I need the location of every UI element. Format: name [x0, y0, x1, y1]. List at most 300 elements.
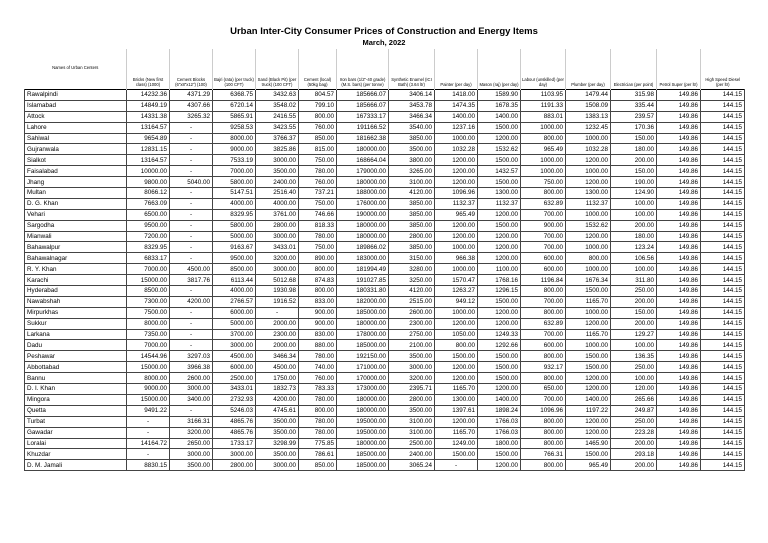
city-name-cell: Khuzdar: [25, 449, 127, 460]
price-cell: 1000.00: [521, 155, 566, 166]
price-cell: 800.00: [521, 188, 566, 199]
price-cell: 800.00: [299, 286, 337, 297]
price-cell: 9000.00: [127, 384, 170, 395]
price-cell: 149.86: [657, 286, 701, 297]
price-cell: 8500.00: [127, 286, 170, 297]
price-cell: 3466.34: [389, 111, 435, 122]
price-cell: 149.86: [657, 242, 701, 253]
table-row: [25, 242, 745, 253]
price-cell: 3850.00: [389, 220, 435, 231]
price-cell: 3850.00: [389, 209, 435, 220]
price-cell: 144.15: [701, 209, 745, 220]
price-cell: 2000.00: [256, 318, 299, 329]
city-name-cell: Karachi: [25, 275, 127, 286]
price-cell: 129.27: [611, 329, 657, 340]
price-cell: -: [127, 449, 170, 460]
price-cell: 632.89: [521, 318, 566, 329]
price-cell: 815.00: [299, 144, 337, 155]
table-row: [25, 253, 745, 264]
price-cell: 144.15: [701, 100, 745, 111]
city-name-cell: Bahawalnagar: [25, 253, 127, 264]
price-cell: 1898.24: [478, 405, 521, 416]
price-cell: 8066.12: [127, 188, 170, 199]
price-cell: 3500.00: [389, 144, 435, 155]
price-cell: 3433.01: [213, 384, 256, 395]
table-row: [25, 340, 745, 351]
table-row: [25, 188, 745, 199]
price-cell: 1500.00: [435, 351, 478, 362]
price-cell: 2500.00: [213, 373, 256, 384]
price-cell: 1508.09: [566, 100, 611, 111]
price-cell: 3850.00: [389, 133, 435, 144]
price-cell: 1500.00: [478, 373, 521, 384]
price-cell: 14544.96: [127, 351, 170, 362]
price-cell: 1032.28: [435, 144, 478, 155]
city-name-cell: Sukkur: [25, 318, 127, 329]
price-cell: 1500.00: [478, 155, 521, 166]
price-cell: 170000.00: [337, 373, 389, 384]
price-cell: 6000.00: [213, 307, 256, 318]
price-cell: 3500.00: [256, 416, 299, 427]
price-cell: 149.86: [657, 144, 701, 155]
price-cell: -: [170, 231, 213, 242]
price-cell: 4500.00: [213, 351, 256, 362]
price-cell: 1397.61: [435, 405, 478, 416]
price-cell: 180000.00: [337, 144, 389, 155]
price-cell: 600.00: [521, 253, 566, 264]
table-row: [25, 394, 745, 405]
city-name-cell: Sargodha: [25, 220, 127, 231]
city-name-cell: Mianwali: [25, 231, 127, 242]
price-cell: 1132.37: [566, 198, 611, 209]
price-cell: 1200.00: [566, 318, 611, 329]
price-cell: 9258.53: [213, 122, 256, 133]
price-cell: 15000.00: [127, 275, 170, 286]
price-cell: 3433.01: [256, 242, 299, 253]
price-cell: 150.00: [611, 166, 657, 177]
price-cell: 3500.00: [256, 166, 299, 177]
price-cell: 192150.00: [337, 351, 389, 362]
price-cell: 3500.00: [170, 460, 213, 471]
price-cell: 1200.00: [435, 373, 478, 384]
price-cell: 4120.00: [389, 286, 435, 297]
price-cell: 6720.14: [213, 100, 256, 111]
price-cell: -: [170, 340, 213, 351]
price-cell: 4307.66: [170, 100, 213, 111]
price-cell: 223.28: [611, 427, 657, 438]
price-cell: 250.00: [611, 286, 657, 297]
price-cell: 9491.22: [127, 405, 170, 416]
price-cell: 182000.00: [337, 296, 389, 307]
price-cell: 144.15: [701, 296, 745, 307]
price-cell: 100.00: [611, 264, 657, 275]
price-cell: 7000.00: [127, 340, 170, 351]
price-cell: 185000.00: [337, 460, 389, 471]
table-row: [25, 416, 745, 427]
price-cell: 3500.00: [256, 427, 299, 438]
price-cell: 1589.90: [478, 90, 521, 101]
price-cell: 750.00: [521, 177, 566, 188]
price-cell: 1733.17: [213, 438, 256, 449]
price-cell: 149.86: [657, 133, 701, 144]
price-cell: 6113.44: [213, 275, 256, 286]
price-cell: 149.86: [657, 155, 701, 166]
table-row: [25, 329, 745, 340]
price-cell: 800.00: [521, 460, 566, 471]
price-cell: 1000.00: [566, 133, 611, 144]
price-cell: -: [170, 133, 213, 144]
price-cell: 2800.00: [389, 394, 435, 405]
price-cell: 13164.57: [127, 122, 170, 133]
table-row: [25, 438, 745, 449]
price-cell: 1400.00: [478, 394, 521, 405]
price-cell: 144.15: [701, 188, 745, 199]
city-name-cell: Bannu: [25, 373, 127, 384]
price-cell: 200.00: [611, 438, 657, 449]
column-header: Plumber (per day): [566, 49, 611, 90]
price-cell: 1103.95: [521, 90, 566, 101]
price-cell: 3850.00: [389, 198, 435, 209]
price-cell: 123.24: [611, 242, 657, 253]
price-cell: 149.86: [657, 416, 701, 427]
price-cell: 149.86: [657, 122, 701, 133]
price-cell: 1000.00: [566, 242, 611, 253]
price-cell: 1000.00: [566, 307, 611, 318]
price-cell: 3000.00: [256, 460, 299, 471]
price-cell: 149.86: [657, 318, 701, 329]
price-cell: 1500.00: [478, 177, 521, 188]
price-cell: 3500.00: [256, 449, 299, 460]
price-cell: 1418.00: [435, 90, 478, 101]
price-cell: 1249.00: [435, 438, 478, 449]
price-cell: 149.86: [657, 427, 701, 438]
price-cell: 2650.00: [170, 438, 213, 449]
price-cell: 600.00: [521, 340, 566, 351]
price-cell: 144.15: [701, 329, 745, 340]
price-cell: 800.00: [299, 405, 337, 416]
price-cell: 179000.00: [337, 166, 389, 177]
price-cell: 180.00: [611, 231, 657, 242]
price-cell: 2500.00: [389, 438, 435, 449]
price-cell: 14232.36: [127, 90, 170, 101]
price-cell: -: [170, 155, 213, 166]
price-cell: 3766.37: [256, 133, 299, 144]
price-cell: 1432.57: [478, 166, 521, 177]
price-cell: 1196.84: [521, 275, 566, 286]
price-cell: 3500.00: [389, 405, 435, 416]
price-cell: 2800.00: [389, 231, 435, 242]
price-cell: 9800.00: [127, 177, 170, 188]
price-cell: 315.98: [611, 90, 657, 101]
price-cell: 144.15: [701, 384, 745, 395]
table-row: [25, 231, 745, 242]
table-row: [25, 100, 745, 111]
price-cell: 185000.00: [337, 307, 389, 318]
price-cell: 1200.00: [566, 384, 611, 395]
price-cell: 149.86: [657, 405, 701, 416]
table-row: [25, 286, 745, 297]
price-cell: -: [170, 307, 213, 318]
price-cell: 181662.38: [337, 133, 389, 144]
price-cell: 7300.00: [127, 296, 170, 307]
price-cell: 700.00: [521, 329, 566, 340]
price-cell: 1200.00: [435, 220, 478, 231]
price-cell: 850.00: [299, 460, 337, 471]
table-row: [25, 133, 745, 144]
table-row: [25, 351, 745, 362]
price-cell: 1200.00: [566, 373, 611, 384]
price-cell: 1200.00: [435, 231, 478, 242]
table-row: [25, 362, 745, 373]
price-cell: 700.00: [521, 242, 566, 253]
price-cell: 1200.00: [478, 460, 521, 471]
price-cell: 1096.96: [435, 188, 478, 199]
price-cell: 4000.00: [213, 198, 256, 209]
price-cell: 600.00: [521, 264, 566, 275]
table-row: [25, 144, 745, 155]
price-cell: 783.33: [299, 384, 337, 395]
price-cell: 250.00: [611, 416, 657, 427]
price-cell: 3817.76: [170, 275, 213, 286]
price-cell: 966.38: [435, 253, 478, 264]
column-header: High Speed Diesel (per ltr): [701, 49, 745, 90]
price-cell: 800.00: [521, 416, 566, 427]
table-row: [25, 318, 745, 329]
price-cell: 900.00: [299, 318, 337, 329]
price-cell: 1263.27: [435, 286, 478, 297]
price-cell: -: [170, 220, 213, 231]
price-cell: 965.49: [566, 460, 611, 471]
price-cell: 1165.70: [435, 427, 478, 438]
price-cell: 965.49: [521, 144, 566, 155]
price-table: [24, 49, 745, 471]
price-cell: 176000.00: [337, 198, 389, 209]
price-cell: 149.86: [657, 220, 701, 231]
table-row: [25, 220, 745, 231]
price-cell: 766.31: [521, 449, 566, 460]
price-cell: 1200.00: [566, 155, 611, 166]
price-cell: 1200.00: [435, 155, 478, 166]
price-cell: 1200.00: [566, 177, 611, 188]
price-cell: 1200.00: [478, 307, 521, 318]
table-header: [25, 49, 745, 90]
price-cell: 1400.00: [478, 111, 521, 122]
price-cell: 249.87: [611, 405, 657, 416]
price-cell: 700.00: [521, 394, 566, 405]
price-cell: 149.86: [657, 340, 701, 351]
city-name-cell: Loralai: [25, 438, 127, 449]
price-cell: 1532.62: [478, 144, 521, 155]
price-cell: 1300.00: [435, 394, 478, 405]
price-cell: 3297.03: [170, 351, 213, 362]
price-cell: -: [170, 242, 213, 253]
price-cell: -: [170, 329, 213, 340]
price-cell: 1500.00: [478, 122, 521, 133]
city-name-cell: Nawabshah: [25, 296, 127, 307]
column-header: Mason (raj) (per day): [478, 49, 521, 90]
price-cell: 2600.00: [389, 307, 435, 318]
price-cell: 3453.78: [389, 100, 435, 111]
price-cell: 167333.17: [337, 111, 389, 122]
price-cell: 13164.57: [127, 155, 170, 166]
price-cell: 12831.15: [127, 144, 170, 155]
price-cell: 800.00: [521, 427, 566, 438]
city-name-cell: Larkana: [25, 329, 127, 340]
price-cell: 1930.98: [256, 286, 299, 297]
price-cell: 2766.57: [213, 296, 256, 307]
price-cell: 144.15: [701, 177, 745, 188]
price-cell: 3825.86: [256, 144, 299, 155]
price-cell: 932.17: [521, 362, 566, 373]
price-cell: 144.15: [701, 264, 745, 275]
price-cell: 185666.07: [337, 90, 389, 101]
price-cell: 189866.02: [337, 242, 389, 253]
price-cell: 650.00: [521, 384, 566, 395]
price-cell: 3265.32: [170, 111, 213, 122]
price-cell: 1479.44: [566, 90, 611, 101]
price-cell: 149.86: [657, 100, 701, 111]
price-cell: 149.86: [657, 275, 701, 286]
price-cell: 144.15: [701, 144, 745, 155]
price-cell: 180000.00: [337, 438, 389, 449]
price-cell: 200.00: [611, 220, 657, 231]
price-cell: 14331.38: [127, 111, 170, 122]
price-cell: 1296.15: [478, 286, 521, 297]
price-cell: 120.00: [611, 384, 657, 395]
price-cell: 3432.63: [256, 90, 299, 101]
price-cell: 1500.00: [478, 362, 521, 373]
price-cell: 3150.00: [389, 253, 435, 264]
price-cell: 3700.00: [213, 329, 256, 340]
price-cell: -: [170, 209, 213, 220]
price-cell: -: [170, 405, 213, 416]
price-cell: 149.86: [657, 394, 701, 405]
price-cell: 1237.16: [435, 122, 478, 133]
price-cell: 1532.62: [566, 220, 611, 231]
price-cell: 1165.70: [435, 384, 478, 395]
city-name-cell: Lahore: [25, 122, 127, 133]
price-cell: 200.00: [611, 155, 657, 166]
price-cell: 4745.61: [256, 405, 299, 416]
price-cell: 200.00: [611, 296, 657, 307]
price-cell: 890.00: [299, 253, 337, 264]
price-cell: 780.00: [299, 166, 337, 177]
price-cell: 178000.00: [337, 329, 389, 340]
price-cell: 6368.75: [213, 90, 256, 101]
price-cell: 195000.00: [337, 416, 389, 427]
price-cell: 149.86: [657, 362, 701, 373]
price-cell: 188000.00: [337, 188, 389, 199]
price-cell: 5147.51: [213, 188, 256, 199]
city-name-cell: Multan: [25, 188, 127, 199]
price-cell: 1500.00: [478, 296, 521, 307]
price-cell: 1000.00: [566, 209, 611, 220]
price-cell: 1000.00: [435, 242, 478, 253]
price-cell: 3850.00: [389, 242, 435, 253]
price-cell: -: [170, 144, 213, 155]
price-cell: -: [170, 166, 213, 177]
price-cell: 144.15: [701, 122, 745, 133]
price-cell: 3065.24: [389, 460, 435, 471]
price-cell: 700.00: [521, 296, 566, 307]
price-cell: 1500.00: [478, 351, 521, 362]
table-row: [25, 122, 745, 133]
city-name-cell: Bahawalpur: [25, 242, 127, 253]
price-cell: 1916.52: [256, 296, 299, 307]
price-cell: -: [170, 198, 213, 209]
price-cell: 3000.00: [256, 231, 299, 242]
price-cell: 144.15: [701, 253, 745, 264]
price-cell: 3100.00: [389, 427, 435, 438]
price-cell: 2600.00: [170, 373, 213, 384]
price-cell: 1750.00: [256, 373, 299, 384]
price-cell: 149.86: [657, 166, 701, 177]
price-cell: 1300.00: [478, 188, 521, 199]
price-cell: 8500.00: [213, 264, 256, 275]
price-cell: 746.66: [299, 209, 337, 220]
price-cell: 3250.00: [389, 275, 435, 286]
table-row: [25, 155, 745, 166]
price-cell: 144.15: [701, 111, 745, 122]
price-cell: 800.00: [521, 438, 566, 449]
price-cell: 149.86: [657, 188, 701, 199]
price-cell: 874.83: [299, 275, 337, 286]
table-row: [25, 90, 745, 101]
price-cell: 830.00: [299, 329, 337, 340]
price-cell: 1465.90: [566, 438, 611, 449]
table-row: [25, 209, 745, 220]
price-cell: 1000.00: [521, 122, 566, 133]
price-cell: 1165.70: [566, 329, 611, 340]
column-header: Iron bars (1/2"-40 grade) (M.S. bars) (per tonne): [337, 49, 389, 90]
table-row: [25, 296, 745, 307]
price-cell: 800.00: [521, 351, 566, 362]
price-cell: 149.86: [657, 209, 701, 220]
price-cell: 180000.00: [337, 405, 389, 416]
price-cell: 3000.00: [256, 155, 299, 166]
price-cell: 106.56: [611, 253, 657, 264]
city-name-cell: Dadu: [25, 340, 127, 351]
price-cell: 4865.76: [213, 416, 256, 427]
price-cell: 10000.00: [127, 166, 170, 177]
price-cell: 3000.00: [213, 449, 256, 460]
price-cell: 144.15: [701, 460, 745, 471]
price-cell: 880.00: [299, 340, 337, 351]
price-cell: 760.00: [299, 122, 337, 133]
price-cell: 149.86: [657, 384, 701, 395]
price-cell: 100.00: [611, 198, 657, 209]
price-cell: -: [127, 427, 170, 438]
price-cell: 1800.00: [478, 438, 521, 449]
price-cell: 740.00: [299, 362, 337, 373]
price-cell: 1249.33: [478, 329, 521, 340]
price-cell: 3100.00: [389, 177, 435, 188]
price-cell: 180000.00: [337, 394, 389, 405]
price-cell: 3400.00: [170, 394, 213, 405]
price-cell: 265.66: [611, 394, 657, 405]
price-cell: 3298.99: [256, 438, 299, 449]
price-cell: 3761.00: [256, 209, 299, 220]
table-row: [25, 198, 745, 209]
price-cell: 3100.00: [389, 416, 435, 427]
price-cell: 5246.03: [213, 405, 256, 416]
price-cell: 144.15: [701, 373, 745, 384]
table-row: [25, 307, 745, 318]
price-cell: 9163.67: [213, 242, 256, 253]
price-cell: 1500.00: [566, 351, 611, 362]
price-cell: 883.01: [521, 111, 566, 122]
column-header: Synthetic Enamel (ICI Bath) (3.64 ltr): [389, 49, 435, 90]
